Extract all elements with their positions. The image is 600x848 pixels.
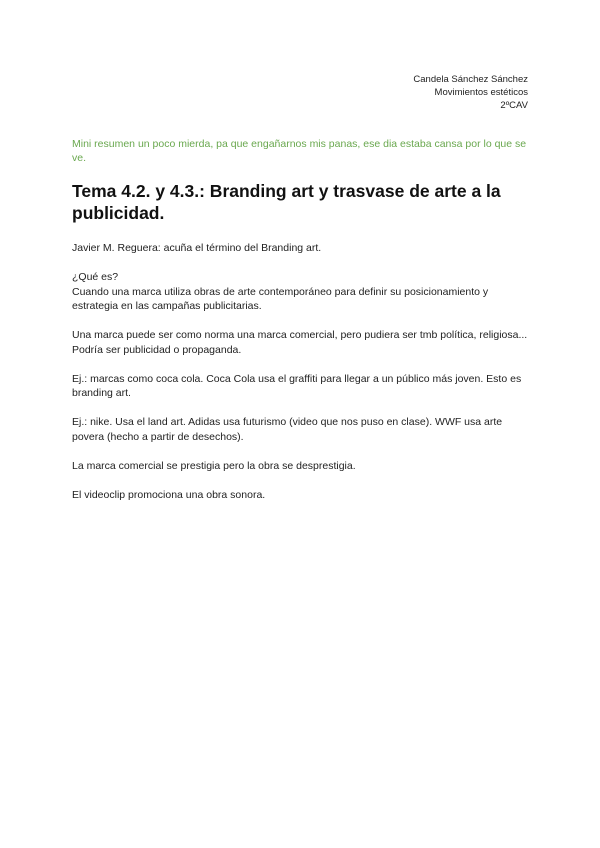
paragraph-text: Ej.: marcas como coca cola. Coca Cola usa el graffiti para llegar a un público más joven. Esto es branding art.: [72, 372, 522, 399]
paragraph-text: La marca comercial se prestigia pero la obra se desprestigia.: [72, 459, 356, 472]
paragraph-videoclip: [72, 488, 528, 503]
paragraph-reguera: [72, 241, 528, 256]
paragraph-brand-types: [72, 328, 528, 357]
course-name: 2ºCAV: [500, 100, 528, 111]
paragraph-text: Cuando una marca utiliza obras de arte contemporáneo para definir su posicionamiento y estrategia en las campañas publicitarias.: [72, 285, 489, 312]
paragraph-prestige: [72, 459, 528, 474]
paragraph-example-cocacola: [72, 372, 528, 401]
paragraph-text: Una marca puede ser como norma una marca comercial, pero pudiera ser tmb política, religiosa... Podría ser publicidad o propaganda.: [72, 329, 528, 356]
document-title: Tema 4.2. y 4.3.: Branding art y trasvase de arte a la publicidad.: [72, 181, 501, 223]
paragraph-text: Javier M. Reguera: acuña el término del Branding art.: [72, 242, 322, 254]
document-header: [413, 73, 528, 112]
paragraph-text: El videoclip promociona una obra sonora.: [72, 488, 266, 501]
paragraph-text: Ej.: nike. Usa el land art. Adidas usa futurismo (video que nos puso en clase). WWF usa arte povera (hecho a partir de desechos).: [72, 416, 503, 443]
author-name: Candela Sánchez Sánchez: [413, 74, 528, 85]
paragraph-definition: [72, 270, 528, 314]
personal-note: Mini resumen un poco mierda, pa que engañarnos mis panas, ese dia estaba cansa por lo que se ve.: [72, 138, 527, 164]
paragraph-heading: ¿Qué es?: [72, 271, 119, 283]
subject-name: Movimientos estéticos: [434, 87, 528, 98]
paragraph-example-nike: [72, 415, 528, 444]
document-body: [72, 241, 528, 517]
